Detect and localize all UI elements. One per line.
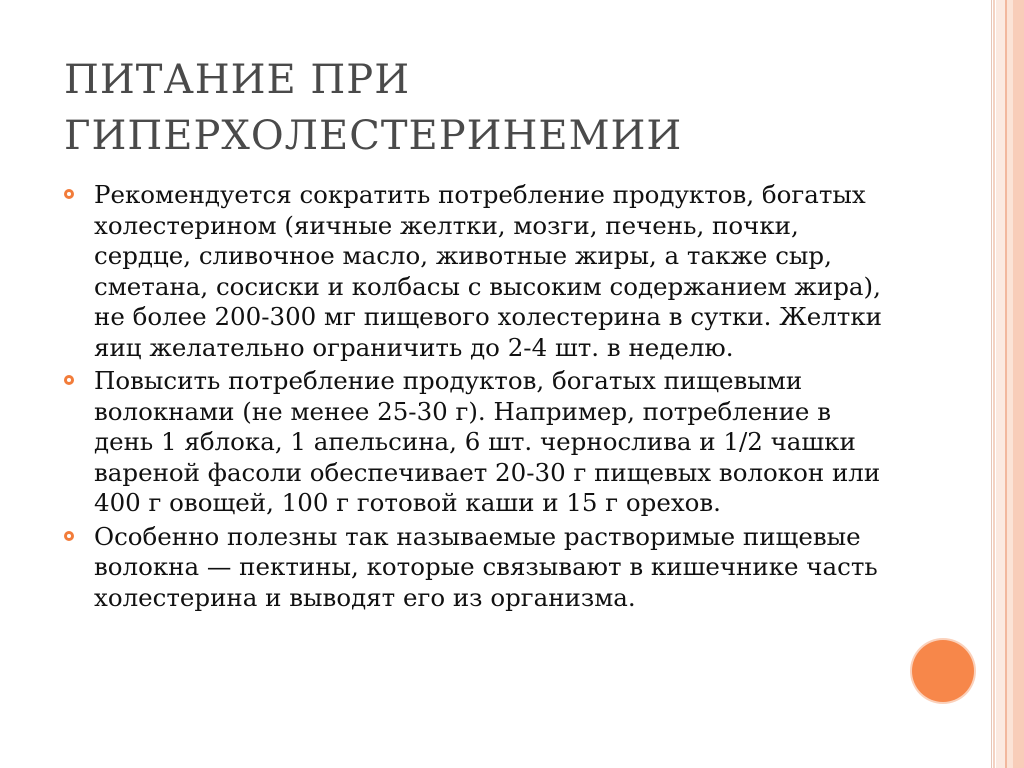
bullet-item [64, 180, 894, 363]
bullet-text: Особенно полезны так называемые растворимые пищевые волокна — пектины, которые связывают в кишечнике часть холестерина и выводят его из организма. [94, 521, 878, 612]
ring-bullet-icon [64, 375, 74, 385]
ring-bullet-icon [64, 189, 74, 199]
bullet-item [64, 522, 894, 614]
bullet-item [64, 366, 894, 519]
decor-stripe [993, 0, 995, 768]
ring-bullet-icon [64, 531, 74, 541]
bullet-text: Рекомендуется сократить потребление продуктов, богатых холестерином (яичные желтки, мозги, печень, почки, сердце, сливочное масло, животные жиры, а также сыр, сметана, сосиски и колбасы с высоким содержанием жира), не более 200-300 мг пищевого холестерина в сутки. Желтки яиц желательно ограничить до 2-4 шт. в неделю. [94, 180, 883, 362]
bullet-text: Повысить потребление продуктов, богатых пищевыми волокнами (не менее 25-30 г). Например, потребление в день 1 яблока, 1 апельсина, 6 шт. чернослива и 1/2 чашки вареной фасоли обеспечивает 20-30 г пищевых волокон или 400 г овощей, 100 г готовой каши и 15 г орехов. [94, 366, 881, 517]
decor-stripe [1013, 0, 1024, 768]
decorative-orange-circle [912, 640, 974, 702]
bullet-list [64, 180, 894, 616]
slide-title: ПИТАНИЕ ПРИ ГИПЕРХОЛЕСТЕРИНЕМИИ [64, 57, 683, 159]
decor-stripe [996, 0, 1005, 768]
